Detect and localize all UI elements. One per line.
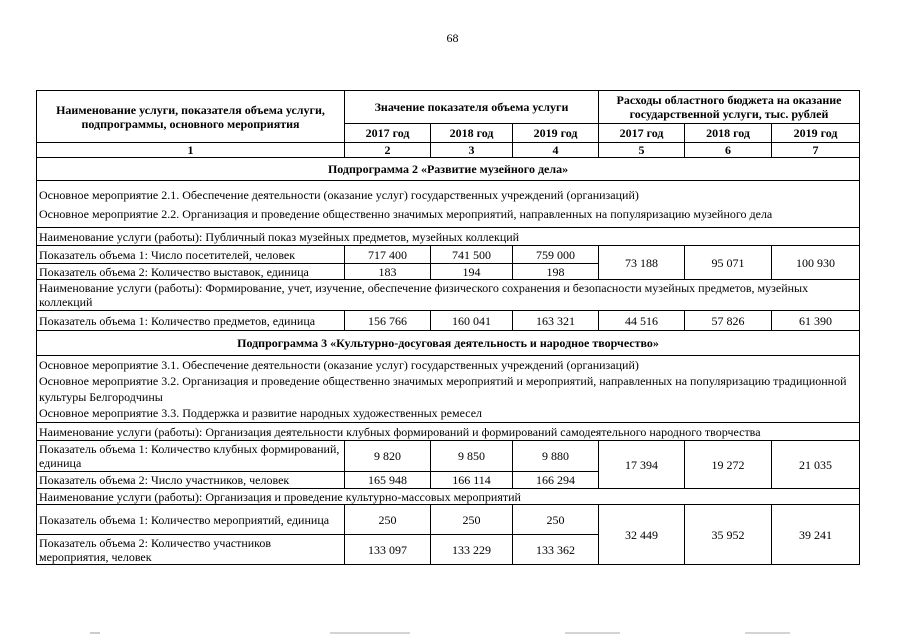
indicator-value: 166 114 — [431, 472, 513, 489]
cost-value: 61 390 — [772, 311, 860, 331]
cost-value: 100 930 — [772, 246, 860, 280]
indicator-label: Показатель объема 1: Количество клубных формирований, единица — [37, 441, 345, 472]
service-name: Наименование услуги (работы): Формирование, учет, изучение, обеспечение физического сохранения и безопасности музейных предметов, музейных коллекций — [37, 280, 860, 311]
cost-value: 21 035 — [772, 441, 860, 489]
indicator-value: 9 880 — [513, 441, 599, 472]
subprogram-row — [37, 158, 860, 181]
cost-value: 57 826 — [685, 311, 772, 331]
cost-value: 17 394 — [599, 441, 685, 489]
indicator-value: 250 — [431, 505, 513, 535]
subprogram-title: Подпрограмма 2 «Развитие музейного дела» — [37, 158, 860, 181]
service-row — [37, 228, 860, 246]
activities-cell — [37, 356, 860, 423]
activity-item: Основное мероприятие 3.1. Обеспечение деятельности (оказание услуг) государственных учреждений (организаций) — [39, 358, 639, 372]
col-number: 1 — [37, 143, 345, 158]
cost-value: 35 952 — [685, 505, 772, 565]
activities-row — [37, 356, 860, 423]
activity-item: Основное мероприятие 2.2. Организация и проведение общественно значимых мероприятий, направленных на популяризацию музейного дела — [39, 207, 773, 221]
services-table — [36, 90, 860, 565]
indicator-value: 250 — [345, 505, 431, 535]
cost-value: 95 071 — [685, 246, 772, 280]
indicator-row — [37, 441, 860, 472]
indicator-label: Показатель объема 1: Количество предметов, единица — [37, 311, 345, 331]
col-number: 4 — [513, 143, 599, 158]
indicator-value: 250 — [513, 505, 599, 535]
cost-value: 19 272 — [685, 441, 772, 489]
service-name: Наименование услуги (работы): Организация и проведение культурно-массовых мероприятий — [37, 489, 860, 505]
indicator-value: 133 097 — [345, 535, 431, 565]
header-costs: Расходы областного бюджета на оказание государственной услуги, тыс. рублей — [599, 91, 860, 124]
year-header: 2018 год — [685, 124, 772, 143]
indicator-value: 198 — [513, 264, 599, 280]
indicator-row — [37, 311, 860, 331]
service-row — [37, 280, 860, 311]
col-number: 5 — [599, 143, 685, 158]
indicator-value: 183 — [345, 264, 431, 280]
cost-value: 39 241 — [772, 505, 860, 565]
service-name: Наименование услуги (работы): Организация деятельности клубных формирований и формирований самодеятельного народного творчества — [37, 423, 860, 441]
cost-value: 44 516 — [599, 311, 685, 331]
indicator-value: 133 229 — [431, 535, 513, 565]
indicator-value: 759 000 — [513, 246, 599, 264]
indicator-row — [37, 246, 860, 264]
indicator-value: 9 850 — [431, 441, 513, 472]
activities-cell — [37, 181, 860, 228]
activity-item: Основное мероприятие 3.2. Организация и проведение общественно значимых мероприятий и мероприятий, направленных на популяризацию традиционной культуры Белгородчины — [39, 374, 847, 404]
year-header: 2019 год — [513, 124, 599, 143]
indicator-value: 166 294 — [513, 472, 599, 489]
indicator-label: Показатель объема 1: Число посетителей, человек — [37, 246, 345, 264]
header-values: Значение показателя объема услуги — [345, 91, 599, 124]
col-number: 2 — [345, 143, 431, 158]
service-name: Наименование услуги (работы): Публичный показ музейных предметов, музейных коллекций — [37, 228, 860, 246]
indicator-value: 741 500 — [431, 246, 513, 264]
header-row — [37, 91, 860, 124]
indicator-value: 165 948 — [345, 472, 431, 489]
indicator-value: 156 766 — [345, 311, 431, 331]
col-number: 6 — [685, 143, 772, 158]
page-number: 68 — [446, 31, 459, 45]
service-row — [37, 423, 860, 441]
year-header: 2019 год — [772, 124, 860, 143]
indicator-value: 717 400 — [345, 246, 431, 264]
col-number: 3 — [431, 143, 513, 158]
col-number: 7 — [772, 143, 860, 158]
column-numbers-row — [37, 143, 860, 158]
indicator-value: 160 041 — [431, 311, 513, 331]
indicator-value: 133 362 — [513, 535, 599, 565]
indicator-label: Показатель объема 1: Количество мероприятий, единица — [37, 505, 345, 535]
indicator-label: Показатель объема 2: Число участников, человек — [37, 472, 345, 489]
year-header: 2018 год — [431, 124, 513, 143]
subprogram-title: Подпрограмма 3 «Культурно-досуговая деятельность и народное творчество» — [37, 331, 860, 356]
indicator-value: 163 321 — [513, 311, 599, 331]
indicator-value: 9 820 — [345, 441, 431, 472]
indicator-row — [37, 505, 860, 535]
cost-value: 32 449 — [599, 505, 685, 565]
indicator-value: 194 — [431, 264, 513, 280]
subprogram-row — [37, 331, 860, 356]
header-name: Наименование услуги, показателя объема услуги, подпрограммы, основного мероприятия — [37, 91, 345, 143]
cost-value: 73 188 — [599, 246, 685, 280]
year-header: 2017 год — [599, 124, 685, 143]
indicator-label: Показатель объема 2: Количество выставок, единица — [37, 264, 345, 280]
year-header: 2017 год — [345, 124, 431, 143]
activity-item: Основное мероприятие 2.1. Обеспечение деятельности (оказание услуг) государственных учреждений (организаций) — [39, 188, 639, 202]
indicator-label: Показатель объема 2: Количество участников мероприятия, человек — [37, 535, 345, 565]
activities-row — [37, 181, 860, 228]
service-row — [37, 489, 860, 505]
activity-item: Основное мероприятие 3.3. Поддержка и развитие народных художественных ремесел — [39, 406, 483, 420]
